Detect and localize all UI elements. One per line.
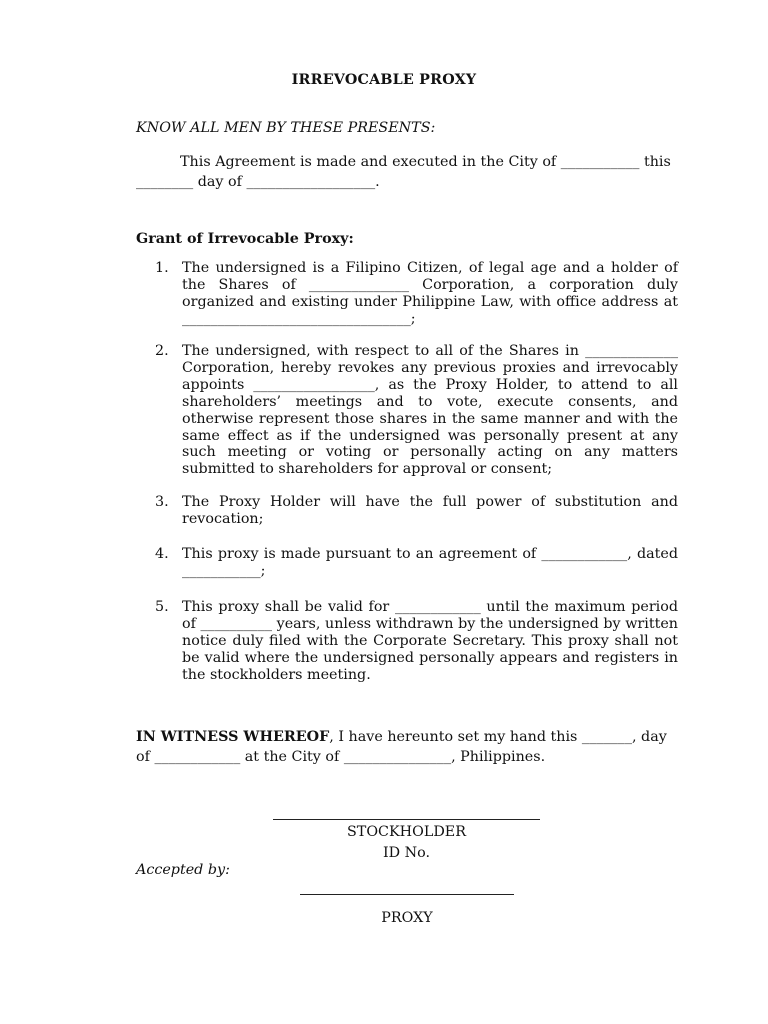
list-item — [155, 494, 678, 528]
proxy-signature-line — [300, 894, 514, 895]
list-item-number: 1. — [155, 260, 169, 276]
list-item — [155, 546, 678, 580]
list-item-number: 5. — [155, 599, 169, 615]
stockholder-signature-line — [273, 819, 540, 820]
witness-paragraph — [136, 727, 678, 767]
stockholder-label: STOCKHOLDER — [346, 824, 467, 840]
list-item — [155, 260, 678, 328]
list-item-text: This proxy shall be valid for ____________ until the maximum period of __________ years, unless withdrawn by the undersigned by written notice duly filed with the Corporate Secretary. This proxy shall not be valid where the undersigned personally appears and registers in the stockholders meeting. — [182, 599, 678, 683]
list-item-text: The undersigned is a Filipino Citizen, of legal age and a holder of the Shares of ______________ Corporation, a corporation duly organized and existing under Philippine Law, with office address at ________________________________; — [182, 260, 678, 327]
list-item — [155, 599, 678, 684]
accepted-by-label: Accepted by: — [136, 862, 230, 878]
list-item — [155, 343, 678, 478]
list-item-text: The Proxy Holder will have the full power of substitution and revocation; — [182, 494, 678, 527]
proxy-label: PROXY — [381, 910, 433, 926]
document-title: IRREVOCABLE PROXY — [291, 72, 477, 88]
id-no-label: ID No. — [382, 845, 431, 861]
list-item-text: The undersigned, with respect to all of the Shares in _____________ Corporation, hereby revokes any previous proxies and irrevocably appoints _________________, as the Proxy Holder, to attend to all shareholders’ meetings and to vote, execute consents, and otherwise represent those shares in the same manner and with the same effect as if the undersigned was personally present at any such meeting or voting or personally acting on any matters submitted to shareholders for approval or consent; — [182, 343, 678, 478]
know-all-men-heading: KNOW ALL MEN BY THESE PRESENTS: — [136, 120, 436, 136]
intro-text: This Agreement is made and executed in the City of ___________ this ________ day of __________________. — [136, 154, 671, 190]
list-item-number: 3. — [155, 494, 169, 510]
list-item-number: 2. — [155, 343, 169, 359]
list-item-text: This proxy is made pursuant to an agreement of ____________, dated ___________; — [182, 546, 678, 579]
grant-heading: Grant of Irrevocable Proxy: — [136, 231, 354, 247]
witness-text: , I have hereunto set my hand this _______, day of ____________ at the City of _______________, Philippines. — [136, 729, 667, 765]
list-item-number: 4. — [155, 546, 169, 562]
intro-paragraph — [136, 152, 678, 192]
witness-bold: IN WITNESS WHEREOF — [136, 729, 330, 745]
